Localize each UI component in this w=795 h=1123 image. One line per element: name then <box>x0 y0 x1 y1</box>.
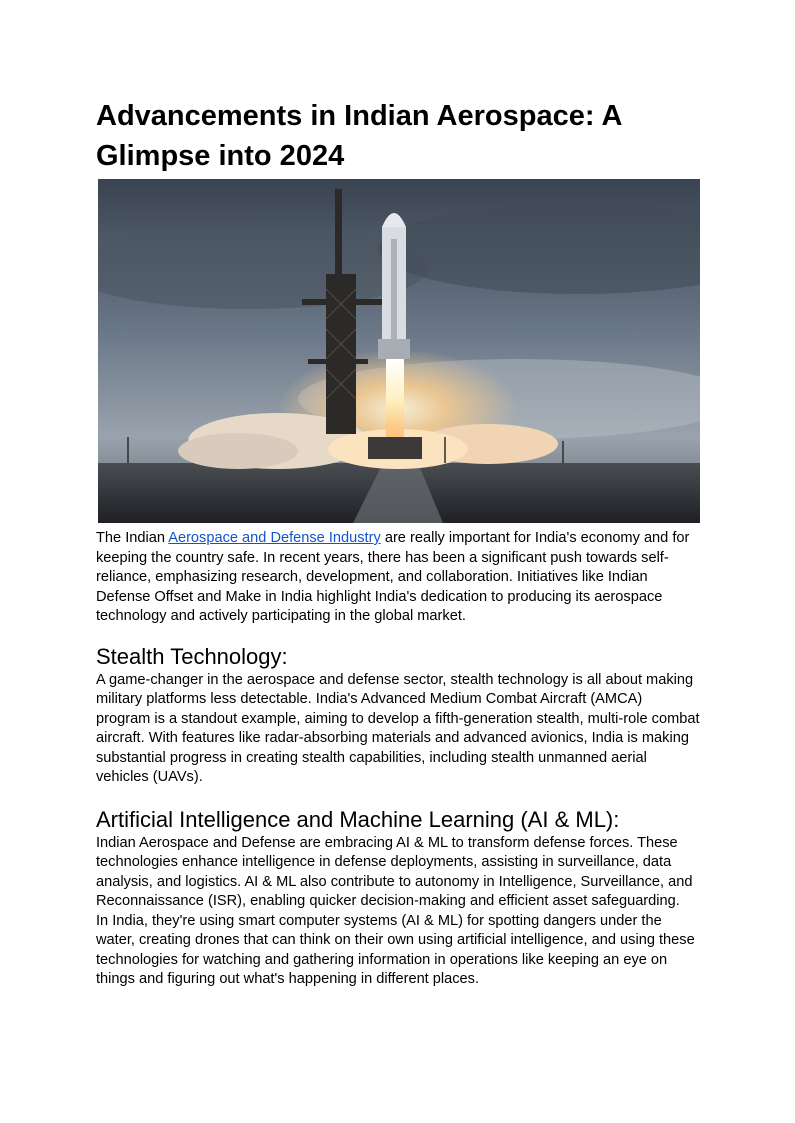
intro-text-start: The Indian <box>96 530 169 546</box>
section-heading-ai-ml: Artificial Intelligence and Machine Learning (AI & ML): <box>96 806 620 832</box>
section-heading-stealth: Stealth Technology: <box>96 643 288 669</box>
section-body-ai-ml: Indian Aerospace and Defense are embracing AI & ML to transform defense forces. These technologies enhance intelligence in defense deployments, assisting in surveillance, data analysis, and logistics. AI & ML also contribute to autonomy in Intelligence, Surveillance, and Reconnaissance (ISR), enabling quicker decision-making and efficient asset safeguarding. <box>96 834 693 909</box>
section-body-ai-ml-india: In India, they're using smart computer systems (AI & ML) for spotting dangers under the water, creating drones that can think on their own using artificial intelligence, and using these technologies for watching and gathering information in operations like keeping an eye on things and figuring out what's happening in different places. <box>96 912 695 987</box>
intro-paragraph <box>96 529 700 627</box>
intro-text-rest: are really important for India's economy and for keeping the country safe. In recent years, there has been a significant push towards self-reliance, emphasizing research, development, and collaboration. Initiatives like Indian Defense Offset and Make in India highlight India's dedication to producing its aerospace technology and actively participating in the global market. <box>96 530 690 624</box>
aerospace-industry-link[interactable]: Aerospace and Defense Industry <box>168 530 381 546</box>
section-body-stealth: A game-changer in the aerospace and defense sector, stealth technology is all about making military platforms less detectable. India's Advanced Medium Combat Aircraft (AMCA) program is a standout example, aiming to develop a fifth-generation stealth, multi-role combat aircraft. With features like radar-absorbing materials and advanced avionics, India is making substantial progress in creating stealth capabilities, including stealth unmanned aerial vehicles (UAVs). <box>96 671 700 785</box>
page-title: Advancements in Indian Aerospace: A Glimpse into 2024 <box>96 100 622 172</box>
rocket-launch-image <box>98 179 700 523</box>
article <box>96 96 700 990</box>
